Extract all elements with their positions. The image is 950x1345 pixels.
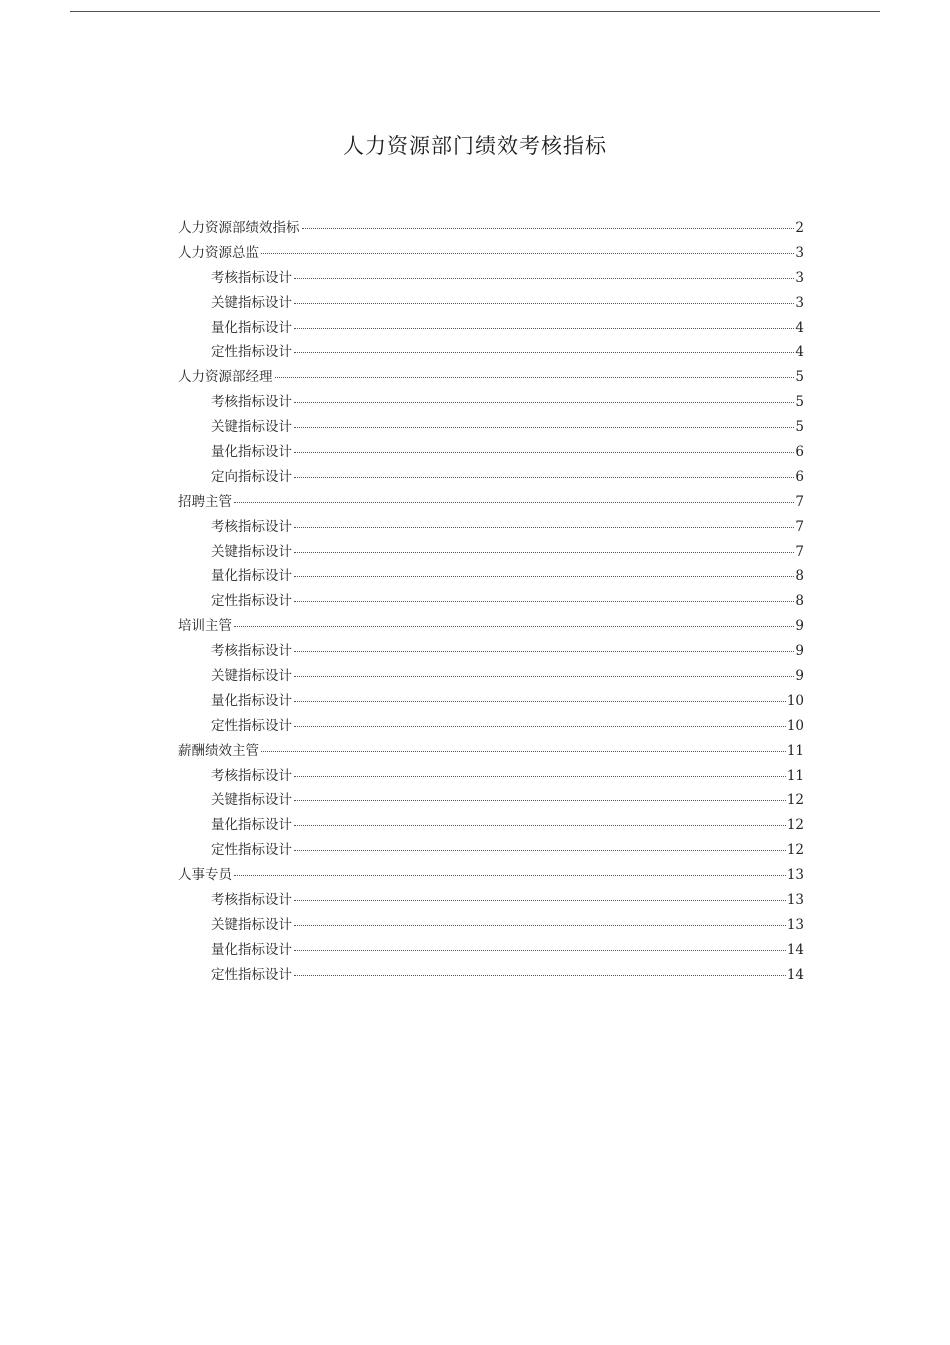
toc-entry-label: 人力资源部绩效指标	[178, 220, 300, 236]
toc-entry-label: 量化指标设计	[211, 817, 292, 834]
toc-page-number: 13	[786, 916, 804, 933]
toc-entry-label: 关键指标设计	[211, 543, 292, 560]
toc-page-number: 7	[795, 518, 804, 535]
toc-entry-label: 考核指标设计	[211, 643, 292, 660]
toc-page-number: 4	[795, 319, 804, 336]
toc-dot-leader	[294, 427, 794, 428]
toc-page-number: 9	[795, 643, 804, 660]
toc-subentry[interactable]	[178, 888, 804, 913]
toc-subentry[interactable]	[178, 938, 804, 963]
toc-page-number: 9	[795, 618, 804, 635]
toc-entry-label: 关键指标设计	[211, 916, 292, 933]
toc-page-number: 11	[786, 742, 804, 759]
toc-subentry[interactable]	[178, 689, 804, 714]
toc-entry-label: 量化指标设计	[211, 692, 292, 709]
toc-subentry[interactable]	[178, 589, 804, 614]
toc-entry-label: 定向指标设计	[211, 468, 292, 485]
toc-page-number: 2	[795, 220, 804, 236]
toc-subentry[interactable]	[178, 788, 804, 813]
toc-entry-label: 考核指标设计	[211, 892, 292, 909]
toc-page-number: 6	[795, 444, 804, 461]
toc-dot-leader	[294, 477, 794, 478]
toc-subentry[interactable]	[178, 564, 804, 589]
toc-dot-leader	[294, 850, 786, 851]
toc-subentry[interactable]	[178, 340, 804, 365]
toc-page-number: 14	[786, 966, 804, 983]
toc-dot-leader	[294, 651, 794, 652]
toc-page-number: 13	[786, 867, 804, 884]
toc-dot-leader	[234, 502, 794, 503]
toc-page-number: 9	[795, 668, 804, 685]
toc-entry-label: 定性指标设计	[211, 717, 292, 734]
toc-page-number: 5	[795, 394, 804, 411]
toc-entry[interactable]	[178, 490, 804, 515]
toc-dot-leader	[294, 352, 794, 353]
toc-subentry[interactable]	[178, 291, 804, 316]
toc-subentry[interactable]	[178, 515, 804, 540]
toc-entry[interactable]	[178, 241, 804, 266]
toc-dot-leader	[294, 701, 786, 702]
toc-entry-label: 定性指标设计	[211, 842, 292, 859]
toc-subentry[interactable]	[178, 639, 804, 664]
toc-subentry[interactable]	[178, 664, 804, 689]
toc-subentry[interactable]	[178, 963, 804, 988]
toc-page-number: 3	[795, 269, 804, 286]
toc-entry-label: 关键指标设计	[211, 419, 292, 436]
toc-entry-label: 培训主管	[178, 618, 232, 635]
toc-dot-leader	[294, 925, 786, 926]
toc-subentry[interactable]	[178, 465, 804, 490]
toc-subentry[interactable]	[178, 714, 804, 739]
toc-dot-leader	[294, 576, 794, 577]
toc-page-number: 12	[786, 817, 804, 834]
toc-dot-leader	[234, 875, 786, 876]
toc-dot-leader	[294, 676, 794, 677]
toc-subentry[interactable]	[178, 913, 804, 938]
toc-subentry[interactable]	[178, 440, 804, 465]
toc-page-number: 6	[795, 468, 804, 485]
toc-entry-label: 定性指标设计	[211, 344, 292, 361]
toc-page-number: 11	[786, 767, 804, 784]
toc-page-number: 5	[795, 419, 804, 436]
toc-subentry[interactable]	[178, 266, 804, 291]
toc-page-number: 3	[795, 244, 804, 261]
toc-entry-label: 量化指标设计	[211, 941, 292, 958]
toc-dot-leader	[294, 552, 794, 553]
toc-dot-leader	[302, 228, 795, 229]
toc-subentry[interactable]	[178, 540, 804, 565]
toc-dot-leader	[294, 402, 794, 403]
toc-dot-leader	[294, 328, 794, 329]
toc-entry-label: 量化指标设计	[211, 319, 292, 336]
toc-entry-label: 考核指标设计	[211, 269, 292, 286]
toc-page-number: 12	[786, 792, 804, 809]
toc-entry-label: 关键指标设计	[211, 792, 292, 809]
toc-entry-label: 定性指标设计	[211, 966, 292, 983]
toc-entry-label: 人力资源总监	[178, 244, 259, 261]
toc-subentry[interactable]	[178, 764, 804, 789]
table-of-contents	[178, 216, 804, 988]
toc-subentry[interactable]	[178, 390, 804, 415]
toc-page-number: 3	[795, 294, 804, 311]
toc-page-number: 10	[786, 692, 804, 709]
toc-dot-leader	[294, 776, 786, 777]
toc-entry-label: 量化指标设计	[211, 444, 292, 461]
toc-entry[interactable]	[178, 216, 804, 241]
toc-dot-leader	[261, 253, 794, 254]
toc-entry-label: 关键指标设计	[211, 668, 292, 685]
toc-entry-label: 人事专员	[178, 867, 232, 884]
toc-dot-leader	[294, 900, 786, 901]
toc-subentry[interactable]	[178, 838, 804, 863]
toc-dot-leader	[234, 626, 794, 627]
document-title: 人力资源部门绩效考核指标	[343, 134, 607, 158]
toc-page-number: 14	[786, 941, 804, 958]
toc-entry-label: 考核指标设计	[211, 518, 292, 535]
toc-dot-leader	[294, 601, 794, 602]
toc-entry[interactable]	[178, 614, 804, 639]
toc-page-number: 7	[795, 543, 804, 560]
toc-page-number: 12	[786, 842, 804, 859]
toc-dot-leader	[294, 278, 794, 279]
toc-entry-label: 薪酬绩效主管	[178, 742, 259, 759]
toc-page-number: 5	[795, 369, 804, 386]
toc-entry-label: 定性指标设计	[211, 593, 292, 610]
toc-subentry[interactable]	[178, 316, 804, 341]
header-rule	[70, 11, 880, 12]
toc-entry-label: 关键指标设计	[211, 294, 292, 311]
toc-subentry[interactable]	[178, 813, 804, 838]
toc-dot-leader	[294, 825, 786, 826]
toc-dot-leader	[261, 751, 786, 752]
toc-entry-label: 人力资源部经理	[178, 369, 273, 386]
toc-entry-label: 考核指标设计	[211, 394, 292, 411]
toc-page-number: 13	[786, 892, 804, 909]
toc-entry[interactable]	[178, 365, 804, 390]
toc-dot-leader	[275, 377, 795, 378]
toc-page-number: 8	[795, 568, 804, 585]
toc-entry[interactable]	[178, 739, 804, 764]
toc-subentry[interactable]	[178, 415, 804, 440]
toc-entry-label: 招聘主管	[178, 493, 232, 510]
toc-dot-leader	[294, 800, 786, 801]
toc-entry-label: 量化指标设计	[211, 568, 292, 585]
toc-page-number: 8	[795, 593, 804, 610]
toc-dot-leader	[294, 726, 786, 727]
toc-dot-leader	[294, 975, 786, 976]
toc-entry[interactable]	[178, 863, 804, 888]
toc-page-number: 4	[795, 344, 804, 361]
toc-dot-leader	[294, 303, 794, 304]
toc-dot-leader	[294, 527, 794, 528]
toc-entry-label: 考核指标设计	[211, 767, 292, 784]
toc-page-number: 10	[786, 717, 804, 734]
toc-dot-leader	[294, 950, 786, 951]
toc-dot-leader	[294, 452, 794, 453]
toc-page-number: 7	[795, 493, 804, 510]
